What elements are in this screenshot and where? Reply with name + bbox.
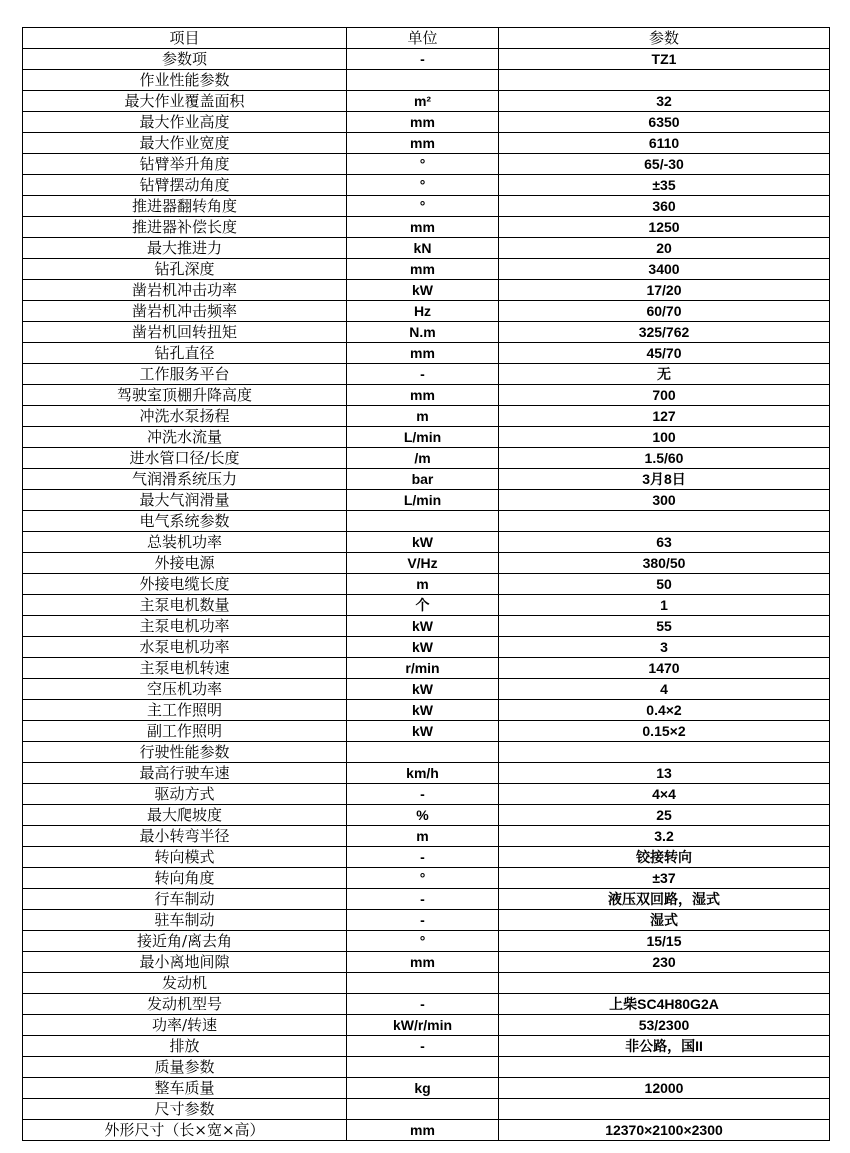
row-item-cell: 参数项 xyxy=(23,49,347,70)
table-row xyxy=(23,175,830,196)
row-unit-cell: - xyxy=(347,364,499,385)
row-value-cell: 50 xyxy=(499,574,830,595)
row-value-cell: 0.4×2 xyxy=(499,700,830,721)
row-unit-cell xyxy=(347,70,499,91)
row-item-cell: 最大气润滑量 xyxy=(23,490,347,511)
row-unit-cell: mm xyxy=(347,385,499,406)
row-value-cell: ±37 xyxy=(499,868,830,889)
row-item-cell: 钻孔深度 xyxy=(23,259,347,280)
row-item-cell: 发动机 xyxy=(23,973,347,994)
table-row xyxy=(23,154,830,175)
row-unit-cell: mm xyxy=(347,259,499,280)
row-item-cell: 推进器翻转角度 xyxy=(23,196,347,217)
row-unit-cell: - xyxy=(347,889,499,910)
row-value-cell: 3 xyxy=(499,637,830,658)
row-unit-cell: ° xyxy=(347,196,499,217)
table-row xyxy=(23,490,830,511)
row-unit-cell xyxy=(347,742,499,763)
row-value-cell: 3.2 xyxy=(499,826,830,847)
row-unit-cell: - xyxy=(347,994,499,1015)
row-item-cell: 推进器补偿长度 xyxy=(23,217,347,238)
row-value-cell: 20 xyxy=(499,238,830,259)
row-item-cell: 行驶性能参数 xyxy=(23,742,347,763)
table-row xyxy=(23,301,830,322)
row-item-cell: 钻臂摆动角度 xyxy=(23,175,347,196)
table-row xyxy=(23,406,830,427)
table-row xyxy=(23,49,830,70)
table-row xyxy=(23,553,830,574)
row-item-cell: 工作服务平台 xyxy=(23,364,347,385)
row-unit-cell: kW xyxy=(347,637,499,658)
table-row xyxy=(23,784,830,805)
table-row xyxy=(23,973,830,994)
table-row xyxy=(23,637,830,658)
row-value-cell: 1 xyxy=(499,595,830,616)
row-value-cell: 17/20 xyxy=(499,280,830,301)
table-row xyxy=(23,238,830,259)
header-item: 项目 xyxy=(23,28,347,49)
row-value-cell: 63 xyxy=(499,532,830,553)
row-value-cell: 127 xyxy=(499,406,830,427)
row-unit-cell: N.m xyxy=(347,322,499,343)
row-value-cell: 1250 xyxy=(499,217,830,238)
row-value-cell: 230 xyxy=(499,952,830,973)
row-value-cell: 13 xyxy=(499,763,830,784)
table-row xyxy=(23,385,830,406)
row-item-cell: 钻孔直径 xyxy=(23,343,347,364)
table-row xyxy=(23,1036,830,1057)
row-unit-cell xyxy=(347,511,499,532)
table-row xyxy=(23,679,830,700)
table-row xyxy=(23,826,830,847)
row-value-cell: 60/70 xyxy=(499,301,830,322)
row-unit-cell: m xyxy=(347,406,499,427)
row-value-cell xyxy=(499,1099,830,1120)
table-row xyxy=(23,427,830,448)
row-item-cell: 转向模式 xyxy=(23,847,347,868)
row-item-cell: 整车质量 xyxy=(23,1078,347,1099)
row-value-cell: 上柴SC4H80G2A xyxy=(499,994,830,1015)
row-item-cell: 水泵电机功率 xyxy=(23,637,347,658)
row-unit-cell: kW/r/min xyxy=(347,1015,499,1036)
row-unit-cell: kW xyxy=(347,532,499,553)
row-value-cell xyxy=(499,70,830,91)
row-unit-cell: mm xyxy=(347,217,499,238)
row-value-cell: 0.15×2 xyxy=(499,721,830,742)
row-unit-cell: Hz xyxy=(347,301,499,322)
row-item-cell: 最小转弯半径 xyxy=(23,826,347,847)
row-value-cell: 铰接转向 xyxy=(499,847,830,868)
row-value-cell: 65/-30 xyxy=(499,154,830,175)
row-value-cell: 25 xyxy=(499,805,830,826)
row-value-cell: 32 xyxy=(499,91,830,112)
row-value-cell: 非公路，国II xyxy=(499,1036,830,1057)
table-row xyxy=(23,280,830,301)
row-unit-cell: kN xyxy=(347,238,499,259)
row-item-cell: 主泵电机数量 xyxy=(23,595,347,616)
table-row xyxy=(23,574,830,595)
row-unit-cell xyxy=(347,1057,499,1078)
row-unit-cell: kW xyxy=(347,616,499,637)
row-unit-cell: mm xyxy=(347,1120,499,1141)
row-unit-cell: m xyxy=(347,826,499,847)
row-value-cell: 4×4 xyxy=(499,784,830,805)
table-row xyxy=(23,532,830,553)
row-item-cell: 电气系统参数 xyxy=(23,511,347,532)
table-row xyxy=(23,448,830,469)
table-row xyxy=(23,1078,830,1099)
row-item-cell: 最大推进力 xyxy=(23,238,347,259)
row-item-cell: 驻车制动 xyxy=(23,910,347,931)
table-row xyxy=(23,931,830,952)
table-row xyxy=(23,1099,830,1120)
table-row xyxy=(23,511,830,532)
row-item-cell: 发动机型号 xyxy=(23,994,347,1015)
row-item-cell: 尺寸参数 xyxy=(23,1099,347,1120)
row-unit-cell: - xyxy=(347,910,499,931)
table-row xyxy=(23,595,830,616)
row-value-cell: 325/762 xyxy=(499,322,830,343)
row-value-cell xyxy=(499,1057,830,1078)
table-row xyxy=(23,889,830,910)
table-row xyxy=(23,805,830,826)
row-value-cell: 3400 xyxy=(499,259,830,280)
table-row xyxy=(23,322,830,343)
table-row xyxy=(23,196,830,217)
table-row xyxy=(23,364,830,385)
row-unit-cell: V/Hz xyxy=(347,553,499,574)
row-unit-cell: mm xyxy=(347,952,499,973)
row-item-cell: 驾驶室顶棚升降高度 xyxy=(23,385,347,406)
table-row xyxy=(23,763,830,784)
row-item-cell: 副工作照明 xyxy=(23,721,347,742)
row-item-cell: 冲洗水泵扬程 xyxy=(23,406,347,427)
row-item-cell: 质量参数 xyxy=(23,1057,347,1078)
header-unit: 单位 xyxy=(347,28,499,49)
row-item-cell: 主泵电机功率 xyxy=(23,616,347,637)
row-item-cell: 气润滑系统压力 xyxy=(23,469,347,490)
row-item-cell: 钻臂举升角度 xyxy=(23,154,347,175)
row-unit-cell: - xyxy=(347,784,499,805)
row-item-cell: 行车制动 xyxy=(23,889,347,910)
table-row xyxy=(23,742,830,763)
row-unit-cell: r/min xyxy=(347,658,499,679)
row-item-cell: 凿岩机冲击频率 xyxy=(23,301,347,322)
row-value-cell: 1.5/60 xyxy=(499,448,830,469)
table-row xyxy=(23,994,830,1015)
row-item-cell: 最大作业高度 xyxy=(23,112,347,133)
row-unit-cell xyxy=(347,973,499,994)
row-item-cell: 凿岩机回转扭矩 xyxy=(23,322,347,343)
table-row xyxy=(23,1015,830,1036)
row-unit-cell: - xyxy=(347,1036,499,1057)
table-row xyxy=(23,469,830,490)
row-item-cell: 外接电缆长度 xyxy=(23,574,347,595)
row-item-cell: 主泵电机转速 xyxy=(23,658,347,679)
header-value: 参数 xyxy=(499,28,830,49)
row-item-cell: 最大作业宽度 xyxy=(23,133,347,154)
table-row xyxy=(23,259,830,280)
row-item-cell: 功率/转速 xyxy=(23,1015,347,1036)
row-item-cell: 进水管口径/长度 xyxy=(23,448,347,469)
row-unit-cell: m² xyxy=(347,91,499,112)
row-unit-cell: L/min xyxy=(347,427,499,448)
row-value-cell: TZ1 xyxy=(499,49,830,70)
row-value-cell: 无 xyxy=(499,364,830,385)
row-value-cell: 700 xyxy=(499,385,830,406)
row-unit-cell: mm xyxy=(347,343,499,364)
row-unit-cell: ° xyxy=(347,154,499,175)
row-unit-cell: bar xyxy=(347,469,499,490)
row-value-cell: 6110 xyxy=(499,133,830,154)
table-row xyxy=(23,721,830,742)
row-item-cell: 转向角度 xyxy=(23,868,347,889)
table-row xyxy=(23,217,830,238)
row-value-cell: 55 xyxy=(499,616,830,637)
row-value-cell: 380/50 xyxy=(499,553,830,574)
row-value-cell: 3月8日 xyxy=(499,469,830,490)
row-value-cell xyxy=(499,742,830,763)
row-value-cell: 15/15 xyxy=(499,931,830,952)
row-item-cell: 最高行驶车速 xyxy=(23,763,347,784)
row-item-cell: 最大爬坡度 xyxy=(23,805,347,826)
row-value-cell: 液压双回路，湿式 xyxy=(499,889,830,910)
row-unit-cell: L/min xyxy=(347,490,499,511)
row-value-cell: 360 xyxy=(499,196,830,217)
table-row xyxy=(23,1057,830,1078)
row-item-cell: 总装机功率 xyxy=(23,532,347,553)
row-unit-cell xyxy=(347,1099,499,1120)
row-item-cell: 冲洗水流量 xyxy=(23,427,347,448)
row-unit-cell: kW xyxy=(347,700,499,721)
row-unit-cell: kg xyxy=(347,1078,499,1099)
row-item-cell: 空压机功率 xyxy=(23,679,347,700)
row-unit-cell: % xyxy=(347,805,499,826)
row-unit-cell: - xyxy=(347,49,499,70)
table-header-row xyxy=(23,28,830,49)
row-item-cell: 接近角/离去角 xyxy=(23,931,347,952)
row-value-cell xyxy=(499,511,830,532)
table-row xyxy=(23,952,830,973)
table-row xyxy=(23,343,830,364)
row-unit-cell: ° xyxy=(347,868,499,889)
row-item-cell: 主工作照明 xyxy=(23,700,347,721)
row-unit-cell: m xyxy=(347,574,499,595)
row-unit-cell: mm xyxy=(347,133,499,154)
row-value-cell: 4 xyxy=(499,679,830,700)
row-unit-cell: ° xyxy=(347,931,499,952)
table-row xyxy=(23,112,830,133)
row-unit-cell: 个 xyxy=(347,595,499,616)
row-value-cell: ±35 xyxy=(499,175,830,196)
row-item-cell: 最小离地间隙 xyxy=(23,952,347,973)
table-row xyxy=(23,133,830,154)
table-row xyxy=(23,700,830,721)
table-row xyxy=(23,868,830,889)
row-unit-cell: - xyxy=(347,847,499,868)
table-row xyxy=(23,910,830,931)
spec-table xyxy=(22,27,830,1141)
table-row xyxy=(23,70,830,91)
row-item-cell: 排放 xyxy=(23,1036,347,1057)
row-unit-cell: km/h xyxy=(347,763,499,784)
table-row xyxy=(23,616,830,637)
row-value-cell: 6350 xyxy=(499,112,830,133)
row-unit-cell: kW xyxy=(347,721,499,742)
row-unit-cell: kW xyxy=(347,679,499,700)
row-value-cell: 53/2300 xyxy=(499,1015,830,1036)
table-row xyxy=(23,658,830,679)
table-row xyxy=(23,847,830,868)
row-value-cell: 300 xyxy=(499,490,830,511)
row-value-cell: 湿式 xyxy=(499,910,830,931)
row-unit-cell: /m xyxy=(347,448,499,469)
row-item-cell: 凿岩机冲击功率 xyxy=(23,280,347,301)
row-item-cell: 外接电源 xyxy=(23,553,347,574)
row-value-cell: 45/70 xyxy=(499,343,830,364)
row-item-cell: 最大作业覆盖面积 xyxy=(23,91,347,112)
row-item-cell: 作业性能参数 xyxy=(23,70,347,91)
row-value-cell xyxy=(499,973,830,994)
table-row xyxy=(23,1120,830,1141)
row-unit-cell: mm xyxy=(347,112,499,133)
row-value-cell: 12000 xyxy=(499,1078,830,1099)
row-value-cell: 100 xyxy=(499,427,830,448)
row-item-cell: 外形尺寸（长×宽×高） xyxy=(23,1120,347,1141)
row-value-cell: 1470 xyxy=(499,658,830,679)
row-value-cell: 12370×2100×2300 xyxy=(499,1120,830,1141)
row-unit-cell: ° xyxy=(347,175,499,196)
row-unit-cell: kW xyxy=(347,280,499,301)
table-row xyxy=(23,91,830,112)
row-item-cell: 驱动方式 xyxy=(23,784,347,805)
